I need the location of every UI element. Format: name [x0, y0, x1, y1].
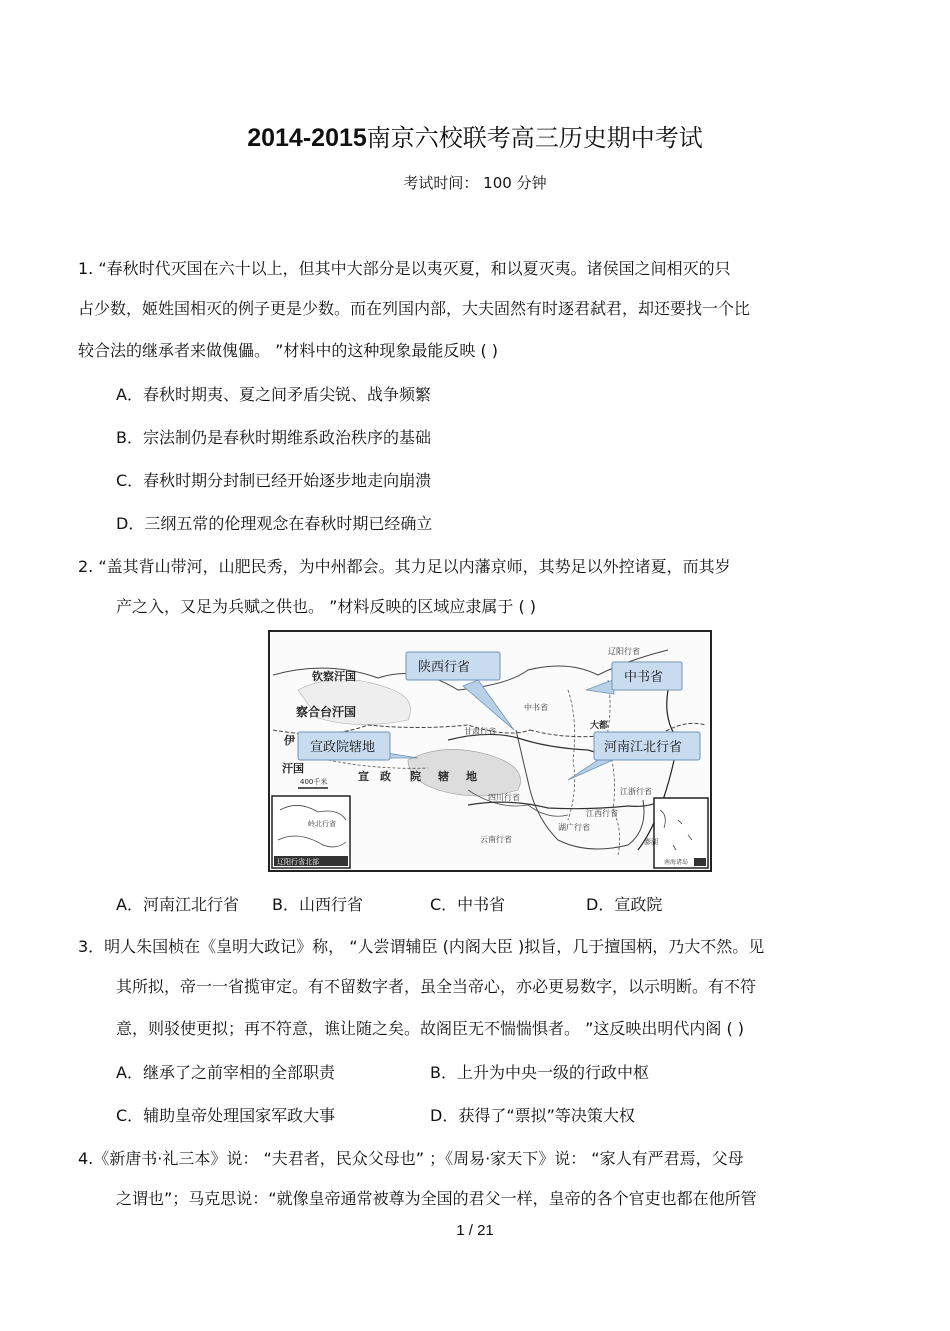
- map-callout-shaanxi: 陕西行省: [418, 660, 471, 675]
- map-label-lingbei: 岭北行省: [308, 820, 336, 828]
- q2-stem-line-1: 2. “盖其背山带河，山肥民秀，为中州都会。其力足以内藩京师，其势足以外控诸夏，而其岁: [78, 557, 731, 576]
- q2-option-b: B．山西行省: [272, 895, 363, 914]
- map-label-xuan: 宣: [358, 770, 369, 783]
- map-label-dadu: 大都: [590, 721, 609, 731]
- map-label-hanguo: 汗国: [282, 762, 304, 775]
- map-label-jiangzhe: 江浙行省: [620, 787, 652, 796]
- q3-option-b: B．上升为中央一级的行政中枢: [430, 1063, 649, 1082]
- map-label-zheng: 政: [380, 770, 391, 783]
- q1-stem-line-1: 1. “春秋时代灭国在六十以上，但其中大部分是以夷灭夏，和以夏灭夷。诸侯国之间相灭的只: [78, 259, 731, 278]
- map-scale-label: 400千米: [300, 778, 328, 786]
- q3-stem-line-1: 3．明人朱国桢在《皇明大政记》称， “人尝谓辅臣 (内阁大臣 )拟旨，几于擅国柄，乃大不然。见: [78, 937, 765, 956]
- page-title: [0, 118, 950, 153]
- map-callout-zhongshu: 中书省: [624, 670, 664, 685]
- map-label-yuan: 院: [410, 770, 421, 783]
- q3-option-a: A．继承了之前宰相的全部职责: [116, 1063, 335, 1082]
- map-label-penghu: 澎湖: [644, 838, 658, 846]
- exam-duration: 考试时间： 100 分钟: [403, 174, 547, 192]
- q3-option-c: C．辅助皇帝处理国家军政大事: [116, 1106, 336, 1125]
- map-label-inset-title: 辽阳行省北部: [277, 858, 319, 866]
- q1-stem-line-3: 较合法的继承者来做傀儡。 ”材料中的这种现象最能反映 ( ): [78, 341, 499, 360]
- map-label-chagatai: 察合台汗国: [296, 705, 357, 719]
- q1-option-b: B．宗法制仍是春秋时期维系政治秩序的基础: [116, 428, 431, 447]
- map-label-jiangxi: 江西行省: [586, 809, 618, 818]
- q1-option-d: D．三纲五常的伦理观念在春秋时期已经确立: [116, 514, 433, 533]
- q2-stem-line-2: 产之入，又足为兵赋之供也。 ”材料反映的区域应隶属于 ( ): [116, 597, 537, 616]
- map-label-south-sea: 南海诸岛: [664, 859, 689, 866]
- page-number: 1 / 21: [456, 1222, 494, 1239]
- q1-option-c: C．春秋时期分封制已经开始逐步地走向崩溃: [116, 471, 432, 490]
- map-label-gansu: 甘肃行省: [464, 727, 496, 736]
- map-label-sichuan: 四川行省: [488, 793, 520, 802]
- q2-option-d: D．宣政院: [586, 895, 663, 914]
- map-label-liaoyang: 辽阳行省: [608, 647, 640, 656]
- q3-option-d: D．获得了“票拟”等决策大权: [430, 1106, 635, 1125]
- map-label-huguang: 湖广行省: [558, 823, 590, 832]
- q3-stem-line-3: 意，则驳使更拟；再不符意，谯让随之矣。故阁臣无不惴惴惧者。 ”这反映出明代内阁 ( ): [116, 1019, 745, 1038]
- q2-option-a: A．河南江北行省: [116, 895, 239, 914]
- q2-option-c: C．中书省: [430, 895, 506, 914]
- map-callout-henan-jiangbei: 河南江北行省: [604, 740, 683, 755]
- q1-stem-line-2: 占少数，姬姓国相灭的例子更是少数。而在列国内部，大夫固然有时逐君弑君，却还要找一个比: [78, 299, 751, 318]
- title-text: 南京六校联考高三历史期中考试: [366, 124, 703, 152]
- q4-stem-line-2: 之谓也”；马克思说：“就像皇帝通常被尊为全国的君父一样，皇帝的各个官吏也都在他所管: [116, 1189, 757, 1208]
- map-label-xia: 辖: [438, 770, 449, 783]
- q4-stem-line-1: 4.《新唐书·礼三本》说： “夫君者，民众父母也” ；《周易·家天下》说： “家人有严君焉，父母: [78, 1149, 744, 1168]
- title-year: 2014-2015: [247, 124, 367, 152]
- q3-stem-line-2: 其所拟，帝一一省揽审定。有不留数字者，虽全当帝心，亦必更易数字，以示明断。有不符: [116, 977, 757, 996]
- map-callout-xuanzhengyuan: 宣政院辖地: [310, 740, 376, 755]
- map-label-yunnan: 云南行省: [480, 835, 512, 844]
- map-label-di: 地: [466, 770, 477, 783]
- map-label-zhongshu-small: 中书省: [524, 703, 548, 712]
- yuan-dynasty-map: [268, 630, 712, 872]
- map-label-qincha: 钦察汗国: [312, 670, 356, 683]
- map-label-yi: 伊: [284, 734, 295, 747]
- q1-option-a: A．春秋时期夷、夏之间矛盾尖锐、战争频繁: [116, 385, 431, 404]
